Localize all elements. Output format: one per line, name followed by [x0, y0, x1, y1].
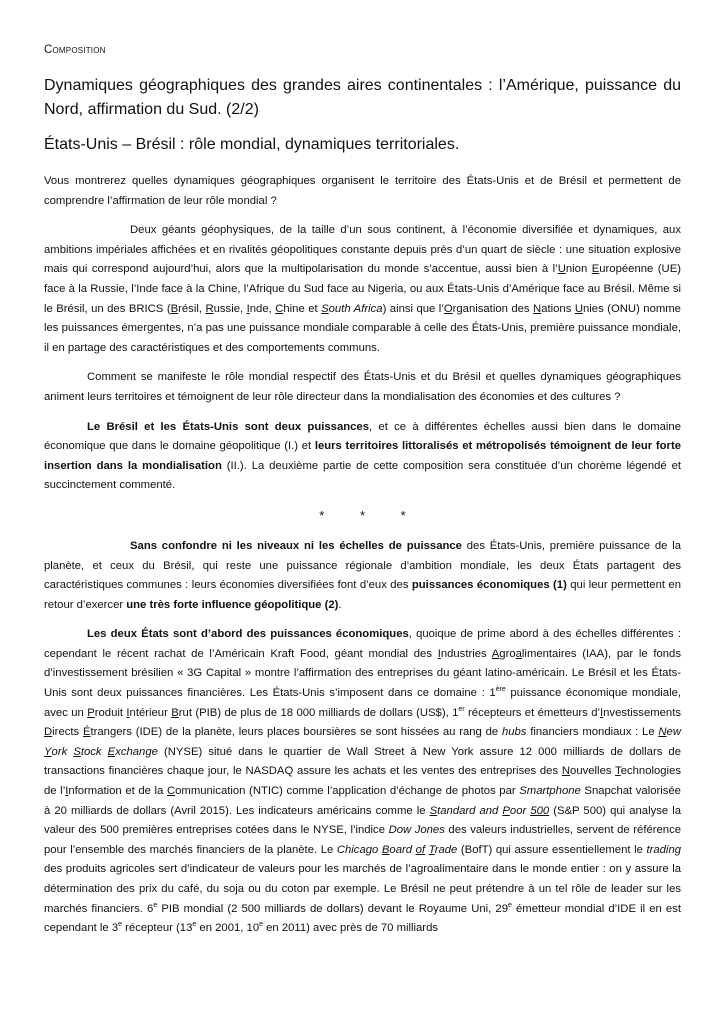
text-run: nion — [565, 263, 592, 276]
document-title: Dynamiques géographiques des grandes aires continentales : l’Amérique, puissance du Nord, affirmation du Sud. (2/2) — [44, 77, 681, 118]
text-run: N — [533, 302, 542, 315]
text-run: ) ainsi que l’ — [382, 302, 444, 315]
text-run: en 2001, 10 — [196, 922, 260, 935]
text-run: outh Africa — [328, 302, 383, 315]
text-run: roduit — [94, 706, 127, 719]
text-run: I — [600, 706, 604, 719]
text-run: e — [153, 901, 158, 909]
text-run: S — [429, 804, 438, 817]
text-run: en 2011) avec près de 70 milliards — [263, 922, 439, 935]
text-run: É — [82, 726, 91, 739]
text-run: nies (ONU) nomme les puissances émergentes, n’a pas une puissance mondiale comparable à celle des États-Unis, première puissance mondiale, il en partage des caractéristiques et des comportements communs. — [44, 302, 681, 354]
text-run: récepteurs et émetteurs d’ — [464, 706, 600, 719]
text-run: rganisation des — [452, 302, 534, 315]
text-run: Sans confondre ni les niveaux ni les échelles de puissance — [130, 539, 462, 552]
text-run: of — [415, 843, 426, 856]
text-run: S — [321, 302, 329, 315]
text-run: N — [658, 726, 667, 739]
introduction — [44, 172, 681, 496]
text-run: tandard and — [437, 804, 503, 817]
text-run: Smartphone — [519, 785, 581, 798]
text-run: ntérieur — [129, 706, 172, 719]
text-run: T — [615, 765, 621, 778]
text-run: I — [65, 785, 69, 798]
text-run: ork — [51, 745, 74, 758]
text-run: trading — [646, 843, 682, 856]
text-run: ations — [541, 302, 575, 315]
text-run: 500 — [530, 804, 550, 817]
text-run: B — [171, 706, 179, 719]
text-run: e — [192, 921, 197, 929]
text-run: B — [381, 843, 390, 856]
text-run: gro — [499, 647, 516, 660]
text-run: ommunication (NTIC) comme l’application d’échange de photos par — [175, 785, 520, 798]
text-run: E — [591, 263, 600, 276]
text-run: C — [275, 302, 284, 315]
text-run: E — [107, 745, 116, 758]
text-run: P — [502, 804, 510, 817]
text-run: des États-Unis, première puissance de la planète, et ceux du Brésil, qui reste une puissance régionale d’ambition mondiale, les deux États partagent des caractéristiques communes : leurs économies diversifiées font d’eux des — [44, 539, 681, 592]
document-subtitle: États-Unis – Brésil : rôle mondial, dynamiques territoriales. — [44, 136, 460, 153]
text-run: tock — [80, 745, 108, 758]
text-run: PIB mondial (2 500 milliards de dollars) devant le Royaume Uni, 29 — [157, 902, 508, 915]
text-run: puissance économique mondiale, avec un — [44, 687, 681, 719]
text-run: Dow Jones — [388, 824, 445, 837]
text-run: ouvelles — [570, 765, 616, 778]
text-run: Deux géants géophysiques, de la taille d’un sous continent, à l’économie diversifiée et dynamiques, aux ambitions impériales affichées et en rivalités géopolitiques constante depuis près d’un quart de siècle : une situation explosive mais qui correspond aujourd’hui, alors que la multipolarisation du monde s’accentue, aussi bien à l’ — [44, 224, 681, 276]
text-run: hine et — [283, 302, 322, 315]
text-run: echnologies de l’ — [44, 765, 681, 798]
text-run: financiers mondiaux : Le — [526, 726, 659, 739]
text-run: (NYSE) situé dans le quartier de Wall Street à New York assure 12 000 milliards de dollars de transactions financières chaque jour, le NASDAQ assure les achats et les ventes des entreprises des — [44, 745, 681, 778]
text-run: des valeurs industrielles, servent de référence pour l’ensemble des marchés financiers de la planète. Le — [44, 824, 681, 856]
text-run: Les deux États sont d’abord des puissances économiques — [87, 628, 409, 641]
text-run: (II.). La deuxième partie de cette composition sera constituée d’un chorème légendé et succinctement commenté. — [44, 459, 681, 492]
document-page — [44, 44, 681, 949]
text-run: xchange — [115, 745, 158, 758]
text-run: une très forte influence géopolitique (2) — [126, 598, 339, 611]
text-run: O — [443, 302, 453, 315]
text-run: oard — [389, 843, 416, 856]
text-run: oor — [509, 804, 531, 817]
paragraph-part1-intro — [44, 537, 681, 615]
text-run: Le Brésil et les États-Unis sont deux puissances — [87, 420, 369, 433]
text-run: ndustries — [440, 647, 492, 660]
text-run: , quoique de prime abord à des échelles différentes : cependant le récent rachat de l’Américain Kraft Food, géant mondial des — [44, 628, 682, 660]
development — [44, 537, 681, 939]
text-run: e — [259, 921, 264, 929]
text-run: rade — [434, 843, 458, 856]
paragraph-intro-2 — [44, 368, 681, 407]
text-run: uropéenne (UE) face à la Russie, l’Inde face à la Chine, l’Afrique du Sud face au Nigeria, ou aux États-Unis d’Amérique face au Brésil. Même si le Brésil, un des BRICS ( — [44, 263, 681, 315]
text-run: P — [87, 706, 95, 719]
text-run: Comment se manifeste le rôle mondial respectif des États-Unis et du Brésil et quelles dynamiques géographiques animent leurs territoires et témoignent de leur rôle directeur dans la mondialisation des économies et des cultures ? — [44, 371, 681, 403]
text-run: I — [437, 647, 441, 660]
text-run: e — [118, 921, 123, 929]
text-run: Vous montrerez quelles dynamiques géographiques organisent le territoire des États-Unis et de Brésil et permettent de comprendre l’affirmation de leur rôle mondial ? — [44, 175, 681, 207]
paragraph-part1-economic — [44, 625, 681, 939]
text-run: e — [507, 901, 512, 909]
text-run: nvestissements — [603, 706, 681, 719]
text-run: résil, — [178, 302, 206, 315]
text-run: Y — [44, 745, 52, 758]
text-run: U — [557, 263, 566, 276]
text-run: limentaires (IAA), par le fonds d’investissement brésilien « 3G Capital » montre l’affirmation des entreprises du géant latino-américain. Le Brésil et les États-Unis sont deux puissances financières. Les États-Unis s’imposent dans ce domaine : 1 — [44, 647, 681, 700]
text-run: hubs — [501, 726, 527, 739]
text-run: , et ce à différentes échelles aussi bien dans le domaine économique que dans le domaine géopolitique (I.) et — [44, 420, 681, 453]
text-run: I — [126, 706, 130, 719]
text-run: nde, — [249, 302, 276, 315]
text-run: T — [428, 843, 435, 856]
text-run: trangers (IDE) de la planète, leurs places boursières se sont hissées au rang de — [90, 726, 502, 739]
text-run: S — [73, 745, 81, 758]
section-separator: * * * — [319, 507, 406, 523]
text-run: C — [166, 785, 176, 798]
text-run: er — [458, 705, 465, 713]
text-run: (S&P 500) qui analyse la valeur des 500 premières entreprises cotées dans le NYSE, l’indice — [44, 804, 681, 837]
text-run: N — [561, 765, 571, 778]
text-run: Snapchat valorisée à 20 milliards de dollars (Avril 2015). Les indicateurs américains comme le — [44, 785, 681, 817]
text-run: leurs territoires littoralisés et métropolisés témoignent de leur forte insertion dans la mondialisation — [44, 440, 681, 472]
text-run: R — [205, 302, 214, 315]
text-run: ère — [495, 686, 506, 694]
text-run: (BofT) qui assure essentiellement le — [457, 843, 647, 856]
text-run: émetteur mondial d’IDE il en est cependant le 3 — [44, 902, 681, 935]
text-run: D — [44, 726, 53, 739]
text-run: A — [491, 647, 500, 660]
text-run: récepteur (13 — [122, 922, 193, 935]
text-run: nformation et de la — [68, 785, 167, 798]
text-run: a — [515, 647, 522, 660]
text-run: qui leur permettent en retour d’exercer — [44, 579, 681, 611]
section-kicker: Composition — [44, 44, 106, 56]
text-run: puissances économiques (1) — [411, 579, 567, 592]
text-run: Chicago — [336, 843, 382, 856]
text-run: U — [574, 302, 584, 315]
text-run: . — [338, 598, 342, 611]
text-run: rut (PIB) de plus de 18 000 milliards de dollars (US$), 1 — [178, 706, 459, 719]
paragraph-intro-3 — [44, 418, 681, 496]
text-run: des produits agricoles sert d’indicateur de valeurs pour les marchés de l’agroalimentaire dans le monde entier : on y assure la détermination des prix du café, du soja ou du coton par exemple. Le Brésil ne peut prétendre à un tel rôle de leader sur les marchés financiers. 6 — [44, 863, 681, 915]
text-run: irects — [52, 726, 83, 739]
text-run: ussie, — [213, 302, 247, 315]
text-run: I — [246, 302, 250, 315]
paragraph-intro-1 — [44, 221, 681, 358]
paragraph-prompt — [44, 172, 681, 211]
text-run: ew — [666, 726, 681, 739]
text-run: B — [170, 302, 179, 315]
